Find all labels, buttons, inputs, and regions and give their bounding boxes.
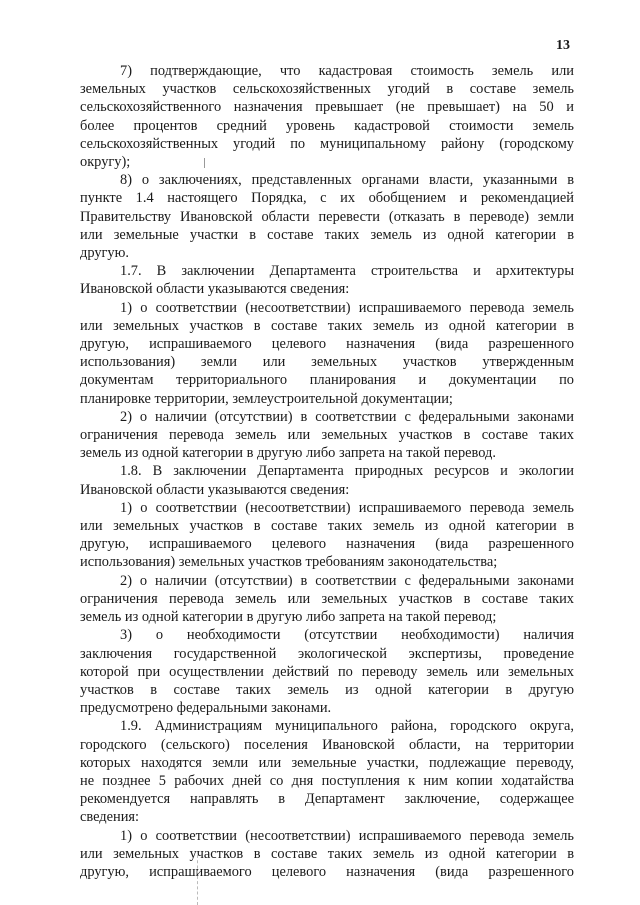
text-line: 7) подтверждающие, что кадастровая стоимость земель или <box>120 63 574 79</box>
paragraph-section-1-7-item-2 <box>80 408 574 463</box>
text-line: более процентов средний уровень кадастровой стоимости земель <box>80 117 574 134</box>
page-number: 13 <box>556 38 570 53</box>
text-line: ограничения перевода земель или земельных участков в составе таких <box>80 427 574 444</box>
text-line: Ивановской области указываются сведения: <box>80 481 350 498</box>
text-line: использования) земельных участков требованиям законодательства; <box>80 554 498 571</box>
text-line: 1) о соответствии (несоответствии) испрашиваемого перевода земель <box>120 499 574 516</box>
text-line: 2) о наличии (отсутствии) в соответствии с федеральными законами <box>120 408 574 425</box>
text-line: или земельных участков в составе таких земель из одной категории в <box>80 317 574 334</box>
text-line: другую, испрашиваемого целевого назначения (вида разрешенного <box>80 336 574 353</box>
text-line: другую, испрашиваемого целевого назначения (вида разрешенного <box>80 863 574 880</box>
text-line: 1.9. Администрациям муниципального района, городского округа, <box>120 718 574 735</box>
text-line: участков в составе таких земель из одной категории в другую <box>80 681 574 698</box>
paragraph-section-1-8-item-3 <box>80 626 574 717</box>
text-line: использования) земли или земельных участков утвержденным <box>80 354 574 371</box>
text-line: 1) о соответствии (несоответствии) испрашиваемого перевода земель <box>120 299 574 316</box>
text-line: не позднее 5 рабочих дней со дня поступления к ним копии ходатайства <box>80 772 574 789</box>
paragraph-section-1-7 <box>80 262 574 298</box>
text-line: или земельных участков в составе таких земель из одной категории в <box>80 518 574 535</box>
text-line: городского (сельского) поселения Ивановской области, на территории <box>80 736 574 753</box>
text-line: другую. <box>80 245 129 262</box>
paragraph-section-1-8-item-1 <box>80 499 574 572</box>
text-line: которой при осуществлении действий по переводу земель или земельных <box>80 663 574 680</box>
text-line: ограничения перевода земель или земельных участков в составе таких <box>80 590 574 607</box>
text-line: 1) о соответствии (несоответствии) испрашиваемого перевода земель <box>120 827 574 844</box>
text-line: которых находятся земли или земельные участки, подлежащие переводу, <box>80 754 574 771</box>
text-line: пункте 1.4 настоящего Порядка, с их обобщением и рекомендацией <box>80 190 574 207</box>
paragraph-section-1-8-item-2 <box>80 572 574 627</box>
text-line: предусмотрено федеральными законами. <box>80 700 332 717</box>
text-line: сведения: <box>80 809 140 826</box>
text-line: 1.8. В заключении Департамента природных ресурсов и экологии <box>120 463 574 480</box>
text-line: земель из одной категории в другую либо запрета на такой перевод. <box>80 445 496 462</box>
text-line: рекомендуется направлять в Департамент заключение, содержащее <box>80 791 574 808</box>
text-line: другую, испрашиваемого целевого назначения (вида разрешенного <box>80 536 574 553</box>
text-line: земельных участков сельскохозяйственных угодий в составе земель <box>80 81 574 98</box>
text-line: земель из одной категории в другую либо запрета на такой перевод; <box>80 609 497 626</box>
document-body <box>80 62 574 881</box>
text-line: или земельные участки в составе таких земель из одной категории в <box>80 226 574 243</box>
paragraph-section-1-7-item-1 <box>80 299 574 408</box>
text-line: 8) о заключениях, представленных органами власти, указанными в <box>120 172 574 189</box>
scan-artifact <box>197 855 199 905</box>
text-line: 3) о необходимости (отсутствии необходимости) наличия <box>120 627 574 644</box>
text-line: 1.7. В заключении Департамента строительства и архитектуры <box>120 263 574 280</box>
paragraph-section-1-9 <box>80 717 574 826</box>
text-line: заключения государственной экологической экспертизы, проведение <box>80 645 574 662</box>
text-line: сельскохозяйственного назначения превышает (не превышает) на 50 и <box>80 99 574 116</box>
paragraph-item-8 <box>80 171 574 262</box>
text-line: документам территориального планирования и документации по <box>80 372 574 389</box>
paragraph-section-1-8 <box>80 462 574 498</box>
text-line: сельскохозяйственных угодий по муниципальному району (городскому <box>80 135 574 152</box>
scan-artifact <box>204 158 205 168</box>
text-line: или земельных участков в составе таких земель из одной категории в <box>80 845 574 862</box>
text-line: планировке территории, землеустроительной документации; <box>80 390 453 407</box>
paragraph-section-1-9-item-1 <box>80 827 574 882</box>
text-line: Правительству Ивановской области перевести (отказать в переводе) земли <box>80 208 574 225</box>
text-line: 2) о наличии (отсутствии) в соответствии с федеральными законами <box>120 572 574 589</box>
text-line: округу); <box>80 154 131 171</box>
text-line: Ивановской области указываются сведения: <box>80 281 350 298</box>
paragraph-item-7 <box>80 62 574 171</box>
